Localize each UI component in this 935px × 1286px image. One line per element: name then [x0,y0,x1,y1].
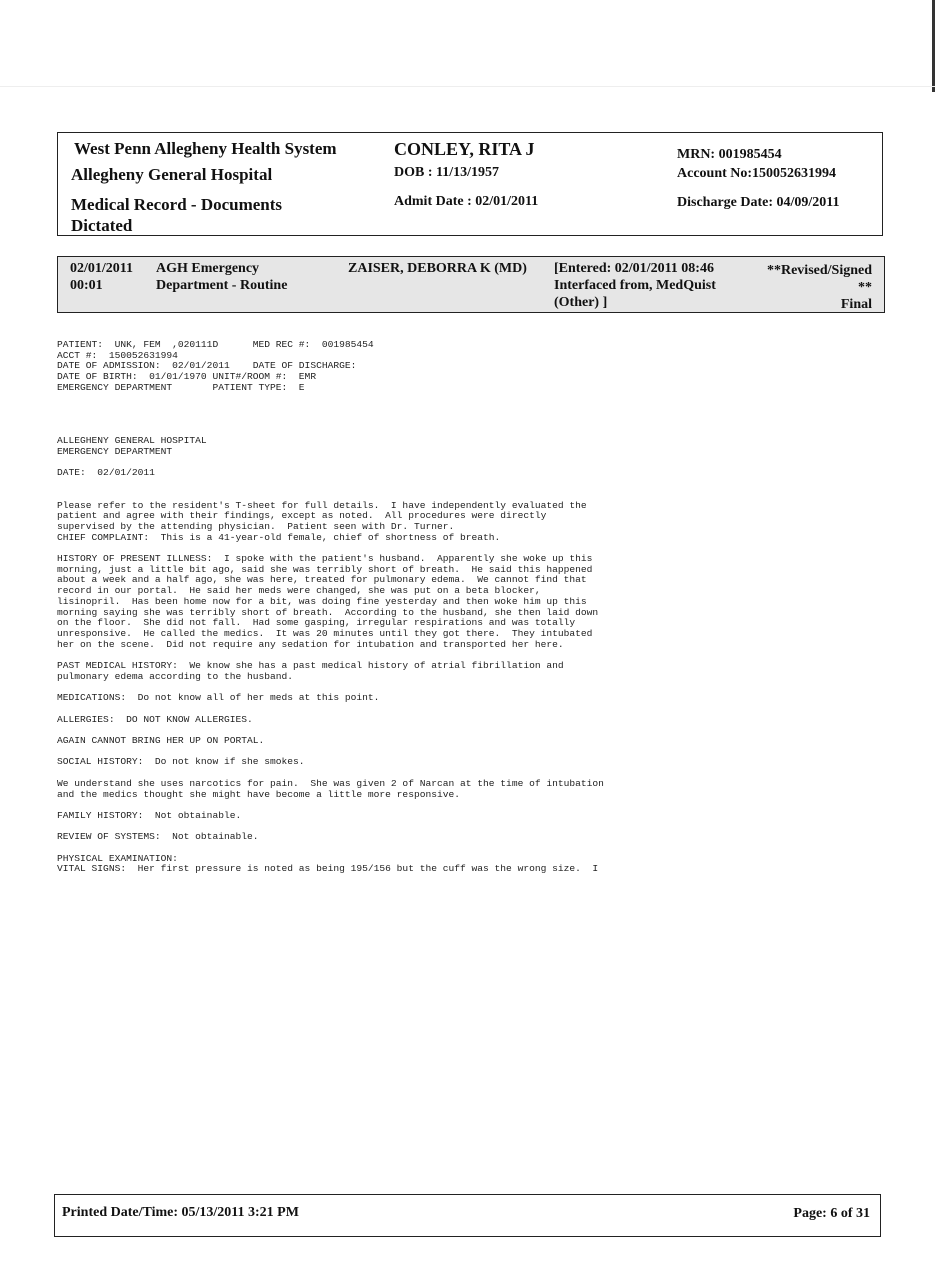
page-number: Page: 6 of 31 [793,1206,870,1221]
discharge-date: Discharge Date: 04/09/2011 [677,195,840,210]
admit-date: Admit Date : 02/01/2011 [394,194,539,209]
document-type: Medical Record - Documents Dictated [71,195,283,235]
divider [0,86,935,87]
account-number: Account No:150052631994 [677,166,837,181]
printed-datetime: Printed Date/Time: 05/13/2011 3:21 PM [62,1205,299,1220]
patient-name: CONLEY, RITA J [394,139,535,159]
encounter-entered: [Entered: 02/01/2011 08:46 Interfaced from, MedQuist (Other) ] [554,261,716,310]
organization-name: West Penn Allegheny Health System [74,139,337,158]
page-footer [54,1194,881,1237]
encounter-datetime: 02/01/2011 00:01 [70,261,134,293]
record-header [57,132,883,236]
encounter-physician: ZAISER, DEBORRA K (MD) [348,261,527,276]
patient-dob: DOB : 11/13/1957 [394,165,500,180]
signature-status: **Revised/Signed ** Final [766,263,872,312]
encounter-bar [57,256,885,313]
hospital-name: Allegheny General Hospital [71,165,273,184]
mrn: MRN: 001985454 [677,147,782,162]
dictation-body: PATIENT: UNK, FEM ,020111D MED REC #: 001985454 ACCT #: 150052631994 DATE OF ADMISSION: 02/01/2011 DATE OF DISCHARGE: DATE OF BIRTH: 01/01/1970 UNIT#/ROOM #: EMR EMERGENCY DEPARTMENT PATIENT TYPE: E ALLEGHENY GENERAL HOSPITAL EMERGENCY DEPARTMENT DATE: 02/01/2011 Please refer to the resident's T-sheet for full details. I have independently evaluated the patient and agree with their findings, except as noted. All procedures were directly supervised by the attending physician. Patient seen with Dr. Turner. CHIEF COMPLAINT: This is a 41-year-old female, chief of shortness of breath. HISTORY OF PRESENT ILLNESS: I spoke with the patient's husband. Apparently she woke up this morning, just a little bit ago, said she was terribly short of breath. He said this happened about a week and a half ago, she was here, treated for pulmonary edema. We cannot find that record in our portal. He said her meds were changed, she was put on a beta blocker, lisinopril. Has been home now for a bit, was doing fine yesterday and then woke him up this morning saying she was terribly short of breath. According to the husband, she then laid down on the floor. She did not fall. Had some gasping, irregular respirations and was totally unresponsive. He called the medics. It was 20 minutes until they got there. They intubated her on the scene. Did not require any sedation for intubation and transported her here. PAST MEDICAL HISTORY: We know she has a past medical history of atrial fibrillation and pulmonary edema according to the husband. MEDICATIONS: Do not know all of her meds at this point. ALLERGIES: DO NOT KNOW ALLERGIES. AGAIN CANNOT BRING HER UP ON PORTAL. SOCIAL HISTORY: Do not know if she smokes. We understand she uses narcotics for pain. She was given 2 of Narcan at the time of intubation and the medics thought she might have become a little more responsive. FAMILY HISTORY: Not obtainable. REVIEW OF SYSTEMS: Not obtainable. PHYSICAL EXAMINATION: VITAL SIGNS: Her first pressure is noted as being 195/156 but the cuff was the wrong size. I [57,339,604,875]
encounter-department: AGH Emergency Department - Routine [156,261,288,293]
